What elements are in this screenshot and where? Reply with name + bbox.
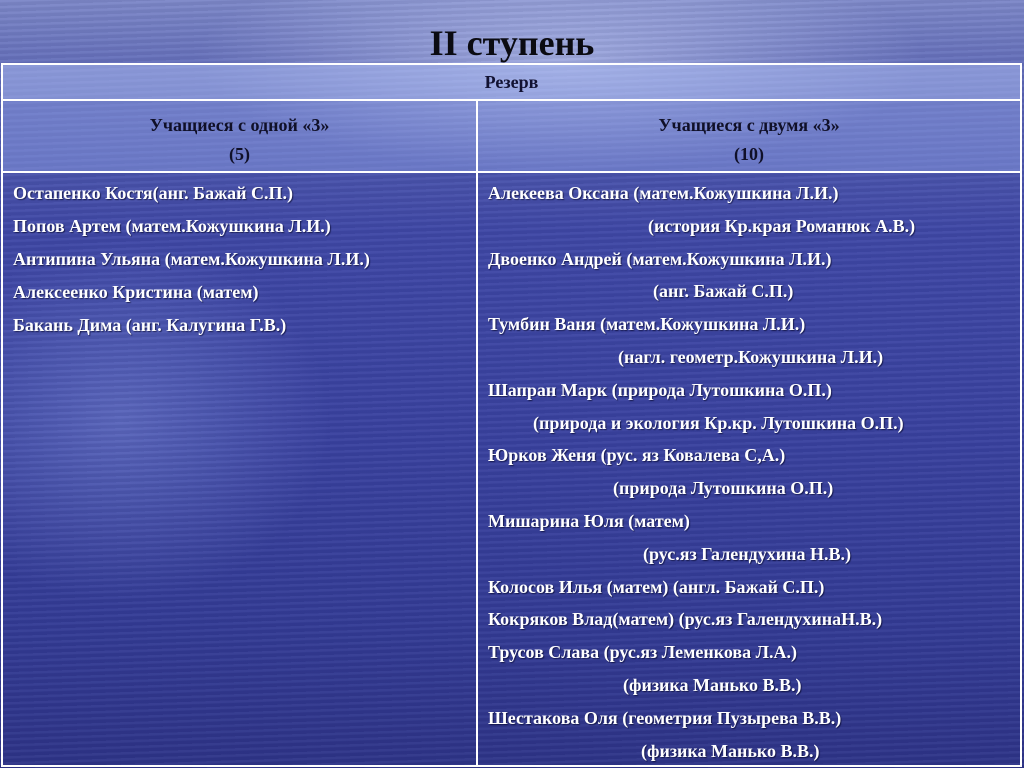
list-item: Алексеенко Кристина (матем) [13,282,259,302]
students-two-threes-list [488,177,1018,767]
list-item: (физика Манько В.В.) [623,674,802,695]
list-item: (анг. Бажай С.П.) [653,281,794,302]
list-item: Бакань Дима (анг. Калугина Г.В.) [13,315,287,335]
list-item: Кокряков Влад(матем) (рус.яз ГалендухинаН.В.) [488,609,883,630]
list-item: (рус.яз Галендухина Н.В.) [643,543,852,564]
list-item: (нагл. геометр.Кожушкина Л.И.) [618,346,884,367]
list-item: (физика Манько В.В.) [641,740,820,761]
list-item: Антипина Ульяна (матем.Кожушкина Л.И.) [13,249,370,269]
list-item: Алекеева Оксана (матем.Кожушкина Л.И.) [488,183,839,203]
list-item: (история Кр.края Романюк А.В.) [648,215,916,236]
page-title-text: II ступень [429,23,595,63]
column-header-one-three-count: (5) [229,144,250,164]
column-header-row [3,101,1020,173]
list-item: Остапенко Костя(анг. Бажай С.П.) [13,183,293,203]
list-item: Шапран Марк (природа Лутошкина О.П.) [488,379,832,400]
list-item: Попов Артем (матем.Кожушкина Л.И.) [13,216,331,236]
list-item: Тумбин Ваня (матем.Кожушкина Л.И.) [488,314,806,335]
list-item: Мишарина Юля (матем) [488,510,690,531]
list-item: Трусов Слава (рус.яз Леменкова Л.А.) [488,642,798,663]
column-header-one-three [3,101,476,171]
reserve-table [1,63,1022,767]
list-item: Юрков Женя (рус. яз Ковалева С,А.) [488,445,786,466]
column-header-two-threes-title: Учащиеся с двумя «3» [658,115,840,135]
column-header-two-threes [478,101,1020,171]
reserve-header: Резерв [3,65,1020,101]
list-item: Шестакова Оля (геометрия Пузырева В.В.) [488,707,842,728]
page-title [0,0,1024,62]
students-one-three-list [13,177,473,342]
column-header-one-three-title: Учащиеся с одной «3» [149,115,330,135]
column-divider [476,101,478,767]
list-item: Колосов Илья (матем) (англ. Бажай С.П.) [488,576,825,597]
list-item: Двоенко Андрей (матем.Кожушкина Л.И.) [488,248,832,269]
list-item: (природа и экология Кр.кр. Лутошкина О.П.) [533,412,904,433]
column-header-two-threes-count: (10) [734,144,764,164]
list-item: (природа Лутошкина О.П.) [613,478,834,499]
